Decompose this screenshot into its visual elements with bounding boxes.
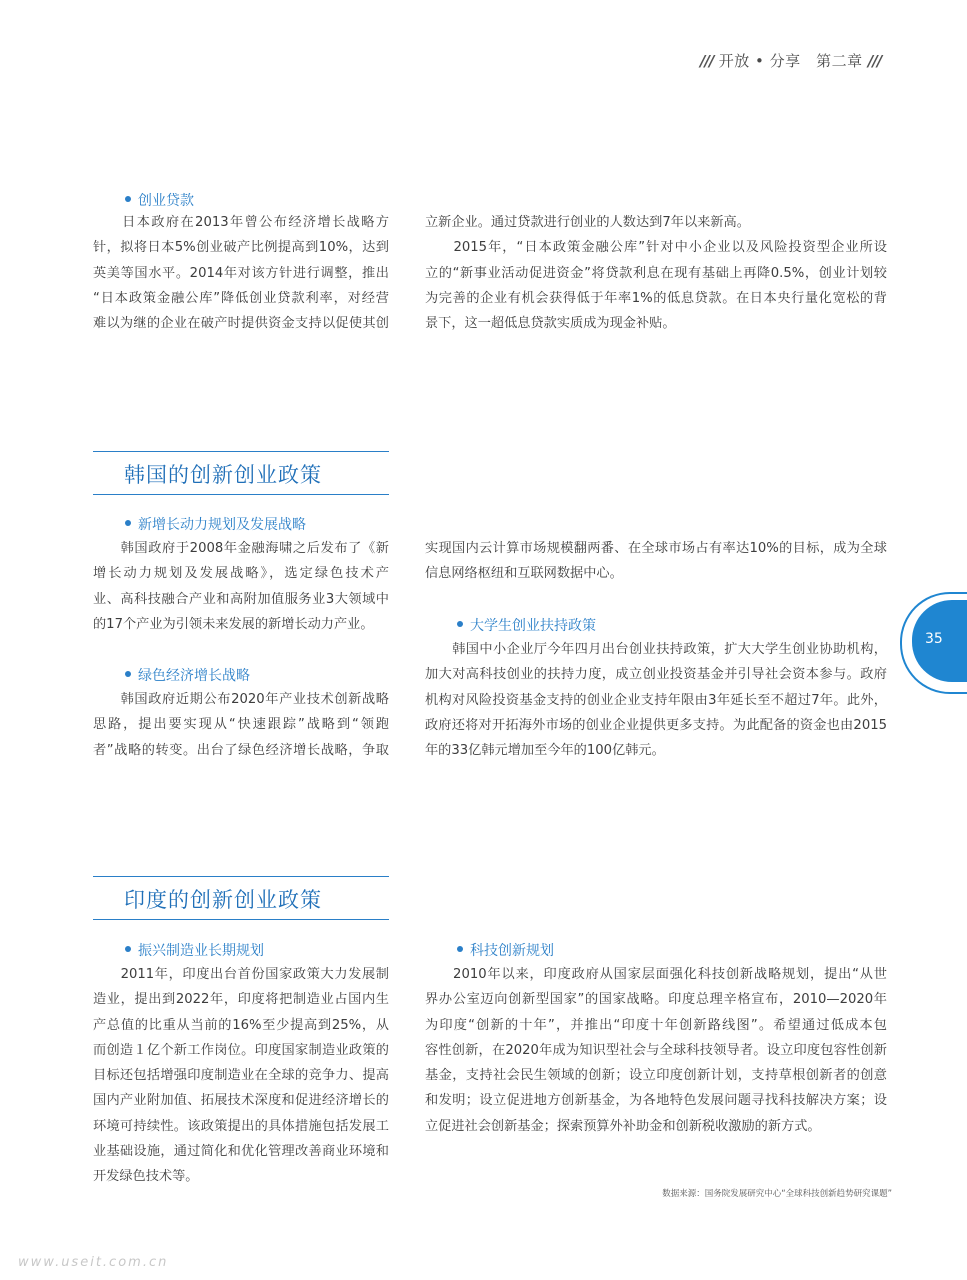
- text-line: 加大对高科技创业的扶持力度，成立创业投资基金并引导社会资本参与。政府: [425, 667, 887, 683]
- section-heading-text: 印度的创新创业政策: [124, 888, 322, 912]
- bullet-title-manufacturing: [125, 940, 264, 960]
- page-number: 35: [925, 631, 943, 647]
- bullet-title-text: 振兴制造业长期规划: [138, 943, 264, 959]
- text-line: 的17个产业为引领未来发展的新增长动力产业。: [93, 616, 374, 632]
- text-line: 增长动力规划及发展战略》，选定绿色技术产: [93, 566, 389, 582]
- section-heading-india: [93, 876, 389, 920]
- bullet-title-green: [125, 665, 250, 685]
- header-bars-left: ///: [700, 52, 714, 70]
- text-line: 国内产业附加值、拓展技术深度和促进经济增长的: [93, 1093, 389, 1109]
- paragraph-india-manufacturing: [93, 962, 389, 1190]
- bullet-title-growth: [125, 514, 306, 534]
- text-line: 和发明；设立促进地方创新基金，为各地特色发展问题寻找科技解决方案；设: [425, 1093, 887, 1109]
- text-line: 思路，提出要实现从“快速跟踪”战略到“领跑: [93, 717, 389, 733]
- text-line: 信息网络枢纽和互联网数据中心。: [425, 566, 623, 582]
- header-text: 开放 • 分享 第二章: [718, 52, 863, 70]
- text-line: 者”战略的转变。出台了绿色经济增长战略，争取: [93, 742, 389, 758]
- text-line: 容性创新，在2020年成为知识型社会与全球科技领导者。设立印度包容性创新: [425, 1042, 887, 1058]
- bullet-title-text: 绿色经济增长战略: [138, 668, 250, 684]
- bullet-dot-icon: [457, 621, 463, 627]
- paragraph-japan-loan-right: [425, 210, 887, 336]
- text-line: 立促进社会创新基金；探索预算外补助金和创新税收激励的新方式。: [425, 1118, 821, 1134]
- bullet-dot-icon: [125, 946, 131, 952]
- bullet-title-text: 科技创新规划: [470, 943, 554, 959]
- text-line: 业基础设施，通过简化和优化管理改善商业环境和: [93, 1144, 389, 1160]
- text-line: 产总值的比重从当前的16%至少提高到25%，从: [93, 1017, 389, 1033]
- text-line: 韩国政府于2008年金融海啸之后发布了《新: [93, 541, 389, 556]
- text-line: 环境可持续性。该政策提出的具体措施包括发展工: [93, 1118, 389, 1134]
- bullet-title-student: [457, 615, 596, 635]
- text-line: 年的33亿韩元增加至今年的100亿韩元。: [425, 743, 665, 759]
- section-heading-text: 韩国的创新创业政策: [124, 463, 322, 487]
- paragraph-korea-growth-right: [425, 536, 887, 587]
- bullet-dot-icon: [125, 196, 131, 202]
- text-line: 业、高科技融合产业和高附加值服务业3大领域中: [93, 591, 389, 607]
- text-line: 而创造１亿个新工作岗位。印度国家制造业政策的: [93, 1042, 389, 1058]
- paragraph-korea-green: [93, 687, 389, 763]
- bullet-dot-icon: [457, 946, 463, 952]
- section-heading-korea: [93, 451, 389, 495]
- bullet-dot-icon: [125, 671, 131, 677]
- text-line: 2011年，印度出台首份国家政策大力发展制: [93, 967, 389, 982]
- bullet-title-text: 大学生创业扶持政策: [470, 618, 596, 634]
- text-line: 立的“新事业活动促进资金”将贷款利息在现有基础上再降0.5%，创业计划较: [425, 265, 887, 281]
- paragraph-india-tech: [425, 962, 887, 1139]
- text-line: 英美等国水平。2014年对该方针进行调整，推出: [93, 265, 389, 281]
- text-line: 基金，支持社会民生领域的创新；设立印度创新计划，支持草根创新者的创意: [425, 1068, 887, 1084]
- bullet-title-loan: [125, 190, 194, 210]
- data-source-note: 数据来源：国务院发展研究中心“全球科技创新趋势研究课题”: [662, 1189, 892, 1199]
- text-line: 目标还包括增强印度制造业在全球的竞争力、提高: [93, 1068, 389, 1084]
- text-line: 实现国内云计算市场规模翻两番、在全球市场占有率达10%的目标，成为全球: [425, 541, 887, 556]
- text-line: 日本政府在2013年曾公布经济增长战略方: [93, 215, 389, 230]
- text-line: 2015年，“日本政策金融公库”针对中小企业以及风险投资型企业所设: [425, 240, 887, 256]
- text-line: 为完善的企业有机会获得低于年率1%的低息贷款。在日本央行量化宽松的背: [425, 290, 887, 306]
- text-line: 针，拟将日本5%创业破产比例提高到10%，达到: [93, 240, 389, 256]
- running-header: [700, 50, 900, 74]
- text-line: 难以为继的企业在破产时提供资金支持以促使其创: [93, 316, 389, 332]
- text-line: 为印度“创新的十年”，并推出“印度十年创新路线图”。希望通过低成本包: [425, 1017, 887, 1033]
- text-line: “日本政策金融公库”降低创业贷款利率，对经营: [93, 290, 389, 306]
- paragraph-japan-loan-left: [93, 210, 389, 336]
- paragraph-korea-student: [425, 637, 887, 763]
- text-line: 开发绿色技术等。: [93, 1169, 199, 1185]
- text-line: 机构对风险投资基金支持的创业企业支持年限由3年延长至不超过7年。此外，: [425, 692, 887, 708]
- paragraph-korea-growth: [93, 536, 389, 637]
- watermark: www.useit.com.cn: [18, 1255, 169, 1270]
- text-line: 韩国中小企业厅今年四月出台创业扶持政策，扩大大学生创业协助机构，: [425, 642, 887, 657]
- text-line: 韩国政府近期公布2020年产业技术创新战略: [93, 692, 389, 707]
- text-line: 2010年以来，印度政府从国家层面强化科技创新战略规划，提出“从世: [425, 967, 887, 982]
- bullet-dot-icon: [125, 520, 131, 526]
- text-line: 界办公室迈向创新型国家”的国家战略。印度总理辛格宣布，2010—2020年: [425, 992, 887, 1008]
- text-line: 造业，提出到2022年，印度将把制造业占国内生: [93, 992, 389, 1008]
- header-bars-right: ///: [867, 52, 882, 70]
- bullet-title-text: 新增长动力规划及发展战略: [138, 517, 306, 533]
- text-line: 立新企业。通过贷款进行创业的人数达到7年以来新高。: [425, 215, 750, 230]
- bullet-title-text: 创业贷款: [138, 193, 194, 209]
- bullet-title-tech: [457, 940, 554, 960]
- text-line: 政府还将对开拓海外市场的创业企业提供更多支持。为此配备的资金也由2015: [425, 717, 887, 733]
- text-line: 景下，这一超低息贷款实质成为现金补贴。: [425, 316, 676, 332]
